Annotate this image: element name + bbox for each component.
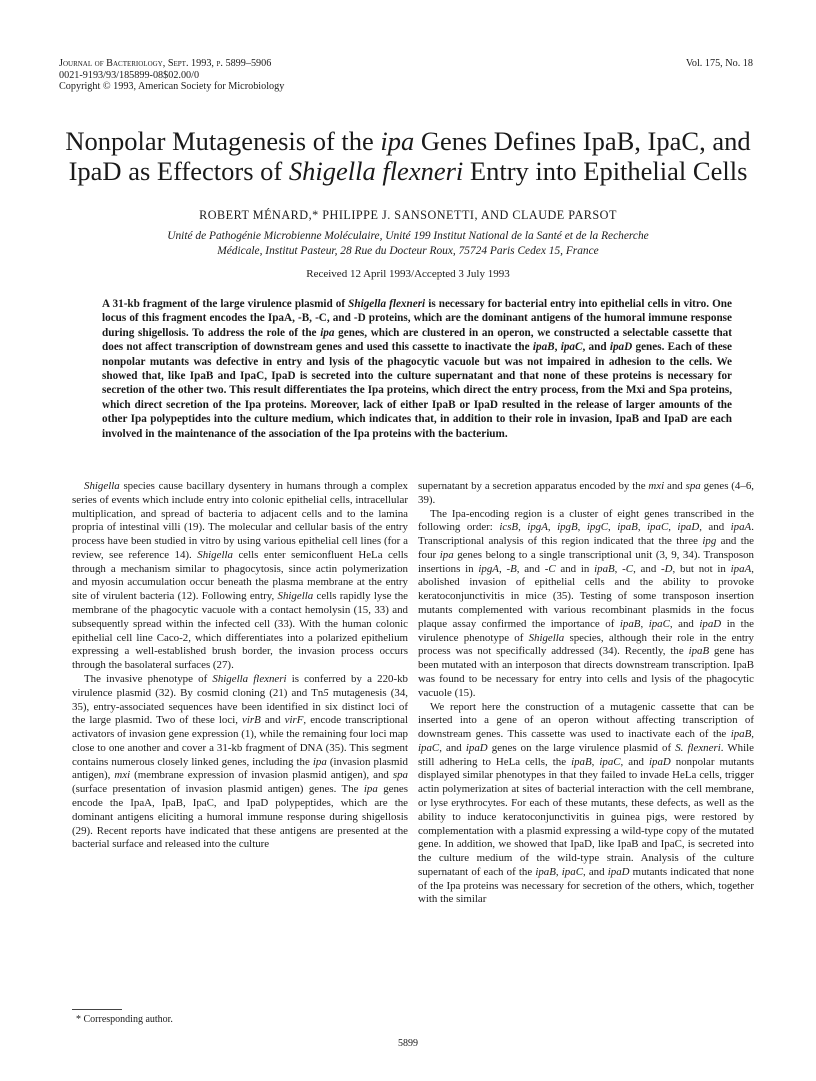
body-text: , (518, 521, 528, 534)
italic-text: ipaB (688, 645, 710, 658)
body-text: We report here the construction of a mutagenic cassette that can be inserted into a gene of an operon without affecting transcription of downstream genes. This cassette was used to inactivate each of the (418, 700, 754, 741)
body-text: , (608, 521, 618, 534)
body-text: and (260, 714, 285, 727)
body-text: (membrane expression of invasion plasmid antigen), and (130, 769, 393, 782)
italic-text: ipaD (677, 521, 700, 534)
italic-text: -C (622, 562, 634, 575)
body-text: , abolished invasion of epithelial cells and the ability to provoke keratoconjunctivitis in mice (35). Testing of some transposon insertion mutants complemented with various recombinant plasmids in the focus plaque assay confirmed the importance of (418, 562, 754, 630)
body-text: , (640, 617, 649, 630)
paragraph (418, 701, 754, 908)
body-text: gene has been mutated with an interposon that directs downstream transcription. IpaB was found to be necessary for entry into cells and lysis of the phagocytic vacuole (15). (418, 645, 754, 699)
body-text: (invasion plasmid antigen), (72, 755, 408, 782)
body-text: and (664, 480, 686, 492)
footnote-divider (72, 1009, 122, 1010)
italic-text: ipaB (730, 728, 752, 741)
italic-text: mxi (114, 769, 131, 782)
affiliation-line: Unité de Pathogénie Microbienne Moléculaire, Unité 199 Institut National de la Santé et de la Recherche (167, 230, 649, 242)
affiliation-line: Médicale, Institut Pasteur, 28 Rue du Docteur Roux, 75724 Paris Cedex 15, France (217, 244, 599, 257)
body-text: , (591, 755, 600, 768)
body-text: in the virulence phenotype of (418, 617, 754, 644)
paragraph (72, 480, 408, 673)
body-text: , and (669, 617, 700, 630)
italic-text: Shigella (84, 480, 120, 492)
author-list: ROBERT MÉNARD,* PHILIPPE J. SANSONETTI, AND CLAUDE PARSOT (199, 208, 617, 222)
italic-text: Shigella (197, 548, 233, 561)
italic-text: ipaA (730, 562, 752, 575)
body-text: , and (582, 865, 608, 878)
body-text: mutagenesis (34, 35), entry-associated sequences have been identified in six distinct loci of the large plasmid. Two of these loci, (72, 686, 408, 727)
body-text: , and (516, 562, 545, 575)
italic-text: spa (392, 769, 408, 782)
body-text: A 31-kb fragment of the large virulence plasmid of (102, 298, 349, 310)
body-text: , (751, 728, 754, 741)
body-text: nonpolar mutants displayed similar phenotypes in that they failed to invade HeLa cells, trigger actin polymerization at sites of bacterial interaction with the cell membrane, or lyse erythrocytes. For each of these mutants, these defects, as well as the ability to induce keratoconjunctivitis in guinea pigs, were restored by complementation with a plasmid expressing a wild-type copy of the mutated gene. In addition, we showed that IpaD, like IpaB and IpaC, is secreted into the culture medium of the wild-type strain. Analysis of the culture supernatant of each of the (418, 755, 754, 878)
body-text: , (555, 865, 562, 878)
italic-text: ipaC (599, 755, 621, 768)
body-text: mutants indicated that none of the Ipa proteins was necessary for secretion of the others, which, together with the similar (418, 865, 754, 906)
body-text: , (547, 521, 558, 534)
italic-text: S. flexneri (675, 741, 721, 754)
body-text: (surface presentation of invasion plasmid antigen) genes. The (72, 783, 364, 796)
body-text: , and (620, 755, 649, 768)
body-column-left (72, 480, 408, 852)
body-text: , but not in (672, 562, 731, 575)
volume-issue: Vol. 175, No. 18 (685, 58, 753, 69)
italic-text: -D (661, 562, 673, 575)
italic-text: ipgA (527, 521, 548, 534)
body-text: The Ipa-encoding region is a cluster of eight genes transcribed in the following order: (418, 507, 754, 534)
body-text: , (554, 341, 561, 354)
body-text: genes, which are clustered in an operon, we constructed a selectable cassette that does not affect transcription of downstream genes and used this cassette to inactivate the (102, 326, 733, 354)
italic-text: Shigella (528, 631, 565, 644)
italic-text: Shigella (277, 590, 314, 603)
title-text: Genes Defines IpaB, IpaC, and IpaD as Effectors of (68, 126, 751, 186)
italic-text: -B (506, 562, 517, 575)
italic-text: ipg (702, 535, 717, 548)
article-title (60, 126, 756, 186)
italic-text: ipaD (607, 865, 630, 878)
body-text: genes. Each of these nonpolar mutants was defective in entry and lysis of the phagocytic vacuole but was not impaired in adhesion to the cells. We showed that, like IpaB and IpaC, IpaD is secreted into the culture supernatant and that none of these proteins is necessary for secretion of the other two. This result differentiates the Ipa proteins, which direct the entry process, from the Mxi and Spa proteins, which direct secretion of the Ipa proteins. Moreover, lack of either IpaB or IpaD resulted in the release of larger amounts of the other Ipa polypeptides into the culture medium, which indicates that, in addition to their role in invasion, IpaB and IpaD are each involved in the maintenance of the association of the Ipa proteins with the bacterium. (102, 341, 733, 440)
title-text: Entry into Epithelial Cells (463, 156, 748, 186)
italic-text: ipa (363, 783, 378, 796)
body-text: and the four (418, 535, 754, 561)
italic-text: Shigella flexneri (212, 672, 287, 685)
italic-text: ipaA (730, 521, 752, 534)
italic-text: ipa (320, 326, 335, 339)
italic-text: ipa (312, 755, 327, 768)
italic-text: ipgB (557, 521, 578, 534)
italic-text: ipgC (586, 521, 609, 534)
abstract (102, 297, 732, 441)
italic-text: ipaD (699, 617, 722, 630)
paragraph (72, 673, 408, 852)
body-text: supernatant by a secretion apparatus encoded by the (418, 480, 649, 492)
title-italic-text: Shigella flexneri (288, 156, 464, 186)
body-text: cells enter semiconfluent HeLa cells through a mechanism similar to phagocytosis, since actin polymerization and myosin accumulation occur beneath the plasma membrane at the entry site of virulent bacteria (12). Following entry, (72, 548, 408, 603)
italic-text: icsB (499, 521, 519, 534)
body-text: , and (699, 521, 731, 534)
body-text: is conferred by a 220-kb virulence plasmid (32). By cosmid cloning (21) and Tn (72, 672, 408, 699)
body-text: cells rapidly lyse the membrane of the phagocytic vacuole with a contact hemolysin (15, 33) and subsequently spread within the infected cell (33). With the human colonic epithelial cell line Caco-2, which differentiates into a polarized epithelium expressing a well-established brush border, the invasion process occurs through the basolateral surfaces (27). (72, 590, 408, 672)
body-text: . While still adhering to HeLa cells, the (418, 741, 754, 768)
body-text: , and (582, 341, 610, 354)
body-text: genes belong to a single transcriptional unit (3, 9, 34). Transposon insertions in (418, 548, 754, 575)
affiliation (70, 229, 746, 258)
italic-text: -C (544, 562, 556, 575)
italic-text: Shigella flexneri (348, 298, 426, 310)
italic-text: ipaB (617, 521, 638, 534)
italic-text: ipaB (532, 341, 555, 354)
paragraph (418, 480, 754, 508)
body-text: , (577, 521, 587, 534)
body-text: genes (4–6, 39). (418, 480, 754, 506)
italic-text: ipaC (648, 617, 670, 630)
copyright-line: Copyright © 1993, American Society for Microbiology (59, 81, 285, 93)
journal-header (59, 58, 284, 93)
body-text: genes on the large virulence plasmid of (487, 741, 676, 754)
italic-text: ipaB (594, 562, 615, 575)
body-text: . Transcriptional analysis of this region indicated that the three (418, 521, 754, 548)
italic-text: virF (284, 714, 304, 727)
italic-text: ipgA (478, 562, 499, 575)
italic-text: ipaD (609, 341, 633, 354)
title-italic-text: ipa (380, 126, 415, 156)
italic-text: spa (685, 480, 701, 492)
italic-text: ipaB (535, 865, 556, 878)
body-text: , (498, 562, 507, 575)
italic-text: ipa (439, 548, 454, 561)
body-text: , (668, 521, 678, 534)
body-text: and in (555, 562, 595, 575)
page-number: 5899 (398, 1038, 418, 1049)
italic-text: ipaC (561, 865, 583, 878)
body-text: , and (439, 741, 466, 754)
italic-text: ipaD (649, 755, 671, 768)
body-text: , (614, 562, 623, 575)
italic-text: virB (242, 714, 261, 727)
journal-citation: Journal of Bacteriology, Sept. 1993, p. 5899–5906 (59, 58, 272, 69)
journal-code: 0021-9193/93/185899-08$02.00/0 (59, 69, 200, 81)
italic-text: ipaB (619, 617, 641, 630)
body-text: species, although their role in the entry process was not specifically addressed (34). Recently, the (418, 631, 754, 658)
italic-text: ipaD (465, 741, 488, 754)
body-text: genes encode the IpaA, IpaB, IpaC, and IpaD polypeptides, which are the dominant antigens eliciting a humoral immune response during shigellosis (29). Recent reports have indicated that these antigens are presented at the bacterial surface and released into the culture (72, 783, 408, 851)
italic-text: 5 (323, 686, 329, 699)
italic-text: mxi (648, 480, 665, 492)
body-text: , (637, 521, 648, 534)
body-text: , and (633, 562, 662, 575)
italic-text: ipaC (647, 521, 669, 534)
paragraph (418, 508, 754, 701)
italic-text: ipaB (571, 755, 592, 768)
italic-text: ipaC (560, 341, 583, 354)
body-text: species cause bacillary dysentery in humans through a complex series of events which include entry into colonic epithelial cells, intracellular multiplication, and spread of bacteria to adjacent cells and to the lamina propria of intestinal villi (19). The molecular and cellular basis of the entry process have been studied in vitro by using various epithelial cell lines (for a review, see reference 14). (72, 480, 408, 561)
received-dates: Received 12 April 1993/Accepted 3 July 1993 (306, 268, 510, 280)
footnote: * Corresponding author. (76, 1014, 173, 1025)
body-text: The invasive phenotype of (84, 672, 213, 685)
italic-text: ipaC (418, 741, 440, 754)
body-text: , encode transcriptional activators of invasion gene expression (1), while the remaining four loci map close to one another and cover a 31-kb fragment of DNA (35). This segment contains numerous closely linked genes, including the (72, 714, 408, 768)
body-column-right (418, 480, 754, 907)
title-text: Nonpolar Mutagenesis of the (65, 126, 381, 156)
body-text: is necessary for bacterial entry into epithelial cells in vitro. One locus of this fragment encodes the IpaA, -B, -C, and -D proteins, which are the dominant antigens of the humoral immune response during shigellosis. To address the role of the (102, 298, 732, 339)
